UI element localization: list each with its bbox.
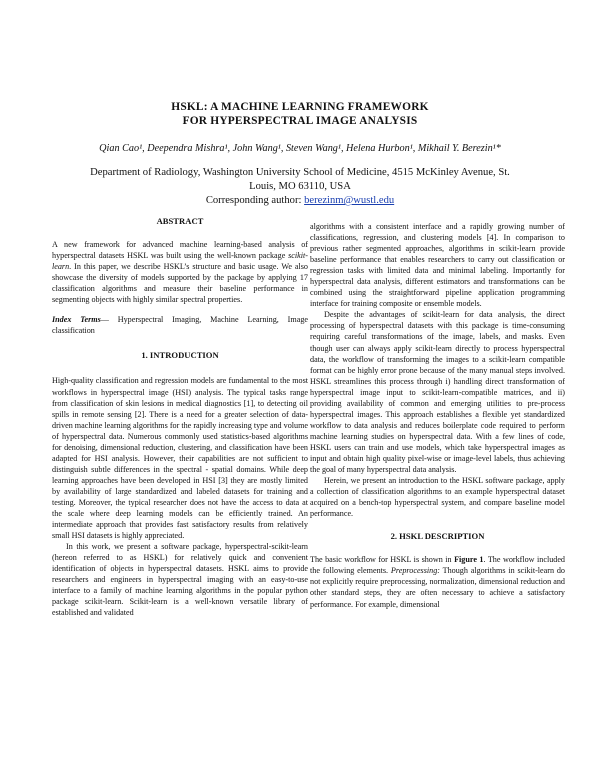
introduction-paragraph-2: In this work, we present a software package, hyperspectral-scikit-learn (hereon referred to as HSKL) for relatively quick and convenient identification of objects in hyperspectral datasets. HSKL aims to provide researchers and engineers in hyperspectral imaging with an easy-to-use interface to a family of machine learning algorithms in the popular python package scikit-learn. Scikit-learn is a well-known versatile library of established and validated	[52, 542, 308, 618]
left-column	[52, 216, 308, 619]
introduction-paragraph-3: algorithms with a consistent interface and a rapidly growing number of classifications, regression, and clustering models [4]. In comparison to previous rather segmented approaches, algorithms in scikit-learn provide baseline performance that enables researchers to carry out classification or regression tasks with limited data and minimal labeling. Importantly for hyperspectral data analysis, different estimators and transformations can be combined using the straightforward pipeline application programming interface for training composite or ensemble models.	[310, 222, 565, 309]
package-name: scikit-learn	[52, 251, 308, 272]
corresponding-email-link[interactable]: berezinm@wustl.edu	[304, 195, 395, 206]
preprocessing-label: Preprocessing:	[390, 566, 440, 576]
description-heading: 2. HSKL DESCRIPTION	[390, 531, 485, 542]
introduction-paragraph-4: Despite the advantages of scikit-learn for data analysis, the direct processing of hyperspectral datasets with this package is time-consuming requiring careful transformations of the image, labels, and masks. Even though user can always apply scikit-learn directly to process hyperspectral data, the workflow of transforming the images to a scikit-learn compatible format can be highly error prone because of the many manual steps involved. HSKL streamlines this process through i) handling direct transformation of hyperspectral image input to scikit-learn-compatible matrices, and ii) providing availability of common and emerging utilities to pre-process hyperspectral images. This approach establishes a flexible yet standardized workflow to data analysis and reduces boilerplate code required to perform machine learning studies on hyperspectral data. With a few lines of code, HSKL users can train and use models, which take hyperspectral images as input and obtain high quality pixel-wise or image-level labels, thus achieving the goal of many hyperspectral data analysis.	[310, 310, 565, 475]
corresponding-author	[60, 194, 540, 208]
affiliation-line-2: Louis, MO 63110, USA	[249, 181, 351, 192]
paper-title-line-2: FOR HYPERSPECTRAL IMAGE ANALYSIS	[182, 115, 418, 127]
paper-title-line-1: HSKL: A MACHINE LEARNING FRAMEWORK	[171, 101, 429, 113]
figure-reference[interactable]: Figure 1	[454, 555, 484, 565]
index-terms	[52, 314, 308, 336]
abstract-text: A new framework for advanced machine learning-based analysis of hyperspectral datasets HSKL was built using the well-known package scikit-learn. In this paper, we describe HSKL’s structure and basic usage. We also showcase the diversity of models supported by the package by applying 17 classification algorithms and measure their baseline performance in segmenting objects with highly similar spectral properties.	[52, 240, 308, 305]
introduction-paragraph-1: High-quality classification and regression models are fundamental to the most workflows in hyperspectral image (HSI) analysis. The typical tasks range from classification of skin lesions in medical diagnostics [1], to detecting oil spills in remote sensing [2]. There is a need for a greater selection of data-driven machine learning algorithms for the rapidly increasing type and volume of hyperspectral data. Numerous commonly used statistics-based algorithms for denoising, dimensional reduction, clustering, and classification have been adapted for HSI analysis. However, their capabilities are not sufficient to distinguish subtle differences in the spectral - spatial domains. While deep learning approaches have been developed in HSI [3] they are mostly limited by availability of large standardized and labeled datasets for training and testing. Moreover, the typical researcher does not have the access to data at the scale where deep learning models can be efficiently trained. An intermediate approach that provides fast satisfactory results from relatively small HSI datasets is highly appreciated.	[52, 376, 308, 541]
corresponding-label: Corresponding author:	[205, 195, 305, 206]
introduction-heading: 1. INTRODUCTION	[141, 350, 219, 361]
description-paragraph: The basic workflow for HSKL is shown in Figure 1. The workflow included the following elements. Preprocessing: Though algorithms in scikit-learn do not explicitly require preprocessing, normalization, dimensional reduction and other standard steps, they are often necessary to achieve a satisfactory performance. For example, dimensional	[310, 555, 565, 609]
right-column	[310, 221, 565, 610]
affiliation-block	[60, 166, 540, 208]
author-list: Qian Cao¹, Deependra Mishra¹, John Wang¹, Steven Wang¹, Helena Hurbon¹, Mikhail Y. Berezin¹*	[99, 143, 501, 154]
index-terms-label: Index Terms	[52, 315, 101, 325]
abstract-heading: ABSTRACT	[156, 216, 204, 226]
index-terms-text: — Hyperspectral Imaging, Machine Learning, Image classification	[52, 315, 308, 336]
introduction-paragraph-5: Herein, we present an introduction to the HSKL software package, apply a collection of classification algorithms to an example hyperspectral dataset acquired on a bench-top hyperspectral system, and compare baseline model performance.	[310, 476, 565, 519]
affiliation-line-1: Department of Radiology, Washington University School of Medicine, 4515 McKinley Avenue, St.	[90, 167, 510, 178]
